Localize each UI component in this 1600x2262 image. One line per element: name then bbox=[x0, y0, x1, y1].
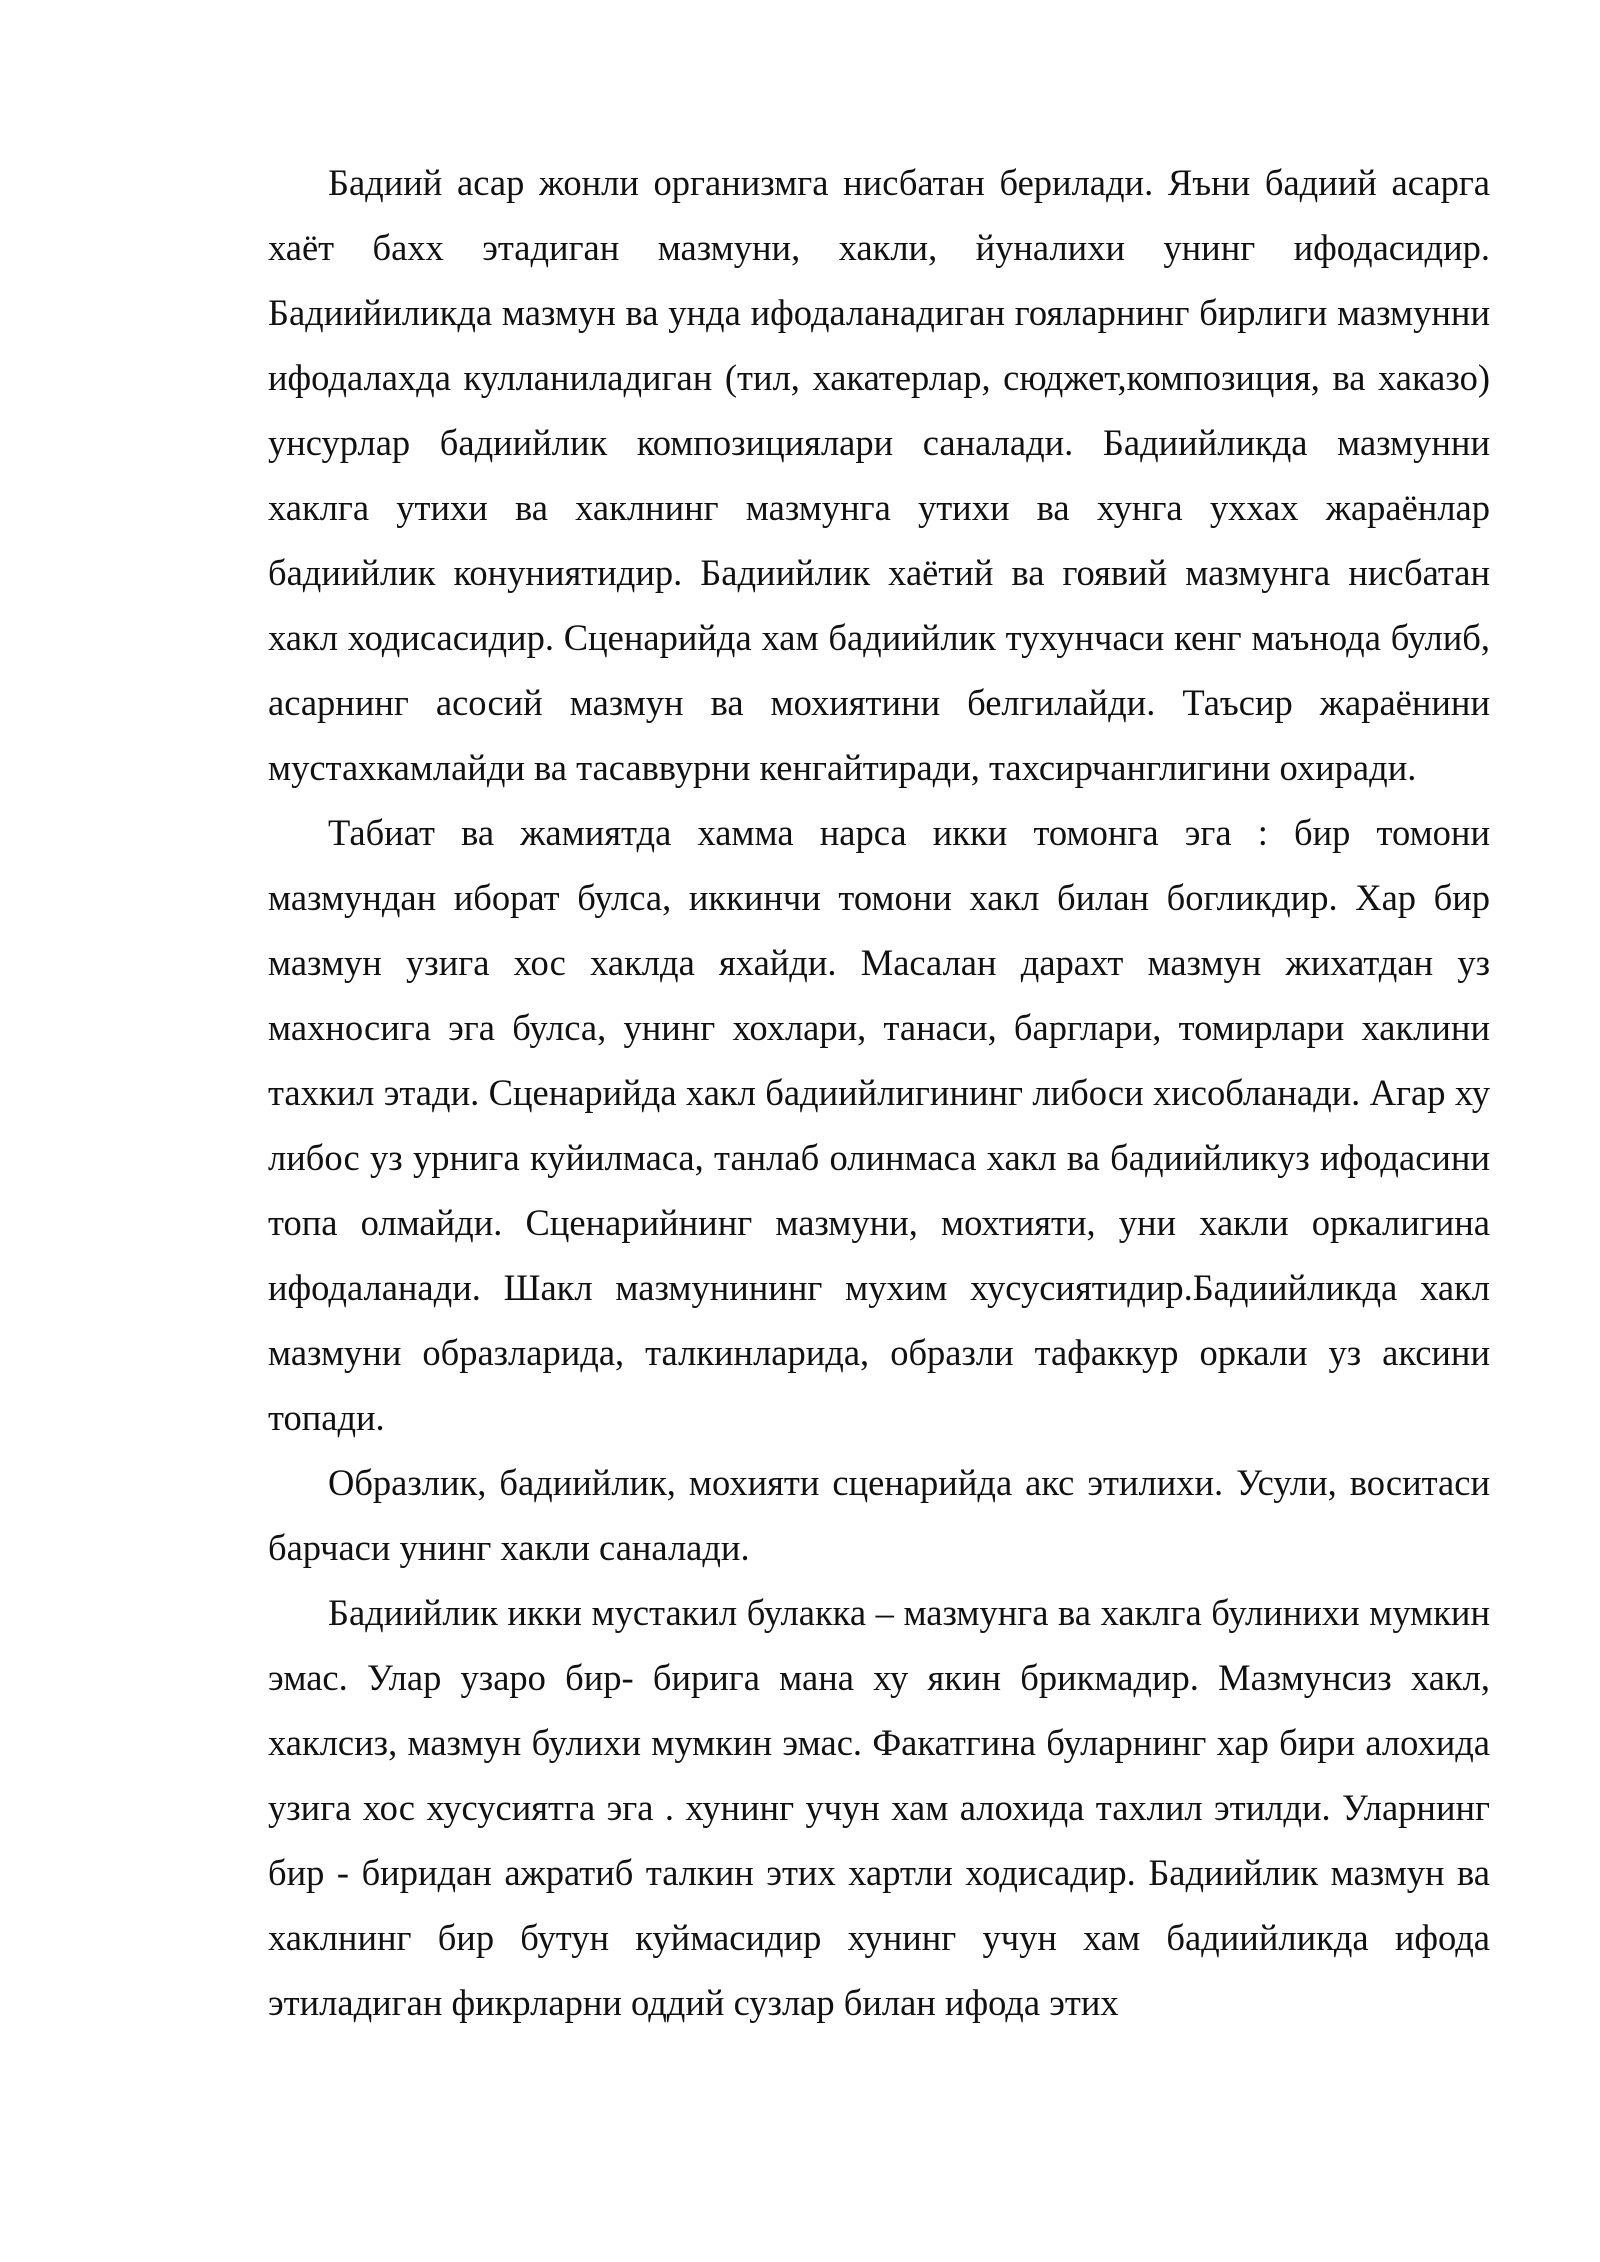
paragraph-3: Образлик, бадиийлик, мохияти сценарийда акс этилихи. Усули, воситаси барчаси унинг хакли саналади. bbox=[268, 1462, 1490, 1568]
paragraph-2: Табиат ва жамиятда хамма нарса икки томонга эга : бир томони мазмундан иборат булса, иккинчи томони хакл билан богликдир. Хар бир мазмун узига хос хаклда яхайди. Масалан дарахт мазмун жихатдан уз махносига эга булса, унинг хохлари, танаси, барглари, томирлари хаклини тахкил этади. Сценарийда хакл бадиийлигининг либоси хисобланади. Агар ху либос уз урнига куйилмаса, танлаб олинмаса хакл ва бадиийликуз ифодасини топа олмайди. Сценарийнинг мазмуни, мохтияти, уни хакли оркалигина ифодаланади. Шакл мазмунининг мухим хусусиятидир.Бадиийликда хакл мазмуни образларида, талкинларида, образли тафаккур оркали уз аксини топади. bbox=[268, 812, 1490, 1438]
paragraph-4: Бадиийлик икки мустакил булакка – мазмунга ва хаклга булинихи мумкин эмас. Улар узаро бир- бирига мана ху якин брикмадир. Мазмунсиз хакл, хаклсиз, мазмун булихи мумкин эмас. Факатгина буларнинг хар бири алохида узига хос хусусиятга эга . хунинг учун хам алохида тахлил этилди. Уларнинг бир - биридан ажратиб талкин этих хартли ходисадир. Бадиийлик мазмун ва хаклнинг бир бутун куймасидир хунинг учун хам бадиийликда ифода этиладиган фикрларни оддий сузлар билан ифода этих bbox=[268, 1592, 1490, 2023]
paragraph-1: Бадиий асар жонли организмга нисбатан берилади. Яъни бадиий асарга хаёт бахх этадиган мазмуни, хакли, йуналихи унинг ифодасидир. Бадиийиликда мазмун ва унда ифодаланадиган гояларнинг бирлиги мазмунни ифодалахда кулланиладиган (тил, хакатерлар, сюджет,композиция, ва хаказо) унсурлар бадиийлик композициялари саналади. Бадиийликда мазмунни хаклга утихи ва хаклнинг мазмунга утихи ва хунга уххах жараёнлар бадиийлик конуниятидир. Бадиийлик хаётий ва гоявий мазмунга нисбатан хакл ходисасидир. Сценарийда хам бадиийлик тухунчаси кенг маънода булиб, асарнинг асосий мазмун ва мохиятини белгилайди. Таъсир жараёнини мустахкамлайди ва тасаввурни кенгайтиради, тахсирчанглигини охиради. bbox=[268, 162, 1490, 788]
document-body bbox=[268, 150, 1490, 2035]
